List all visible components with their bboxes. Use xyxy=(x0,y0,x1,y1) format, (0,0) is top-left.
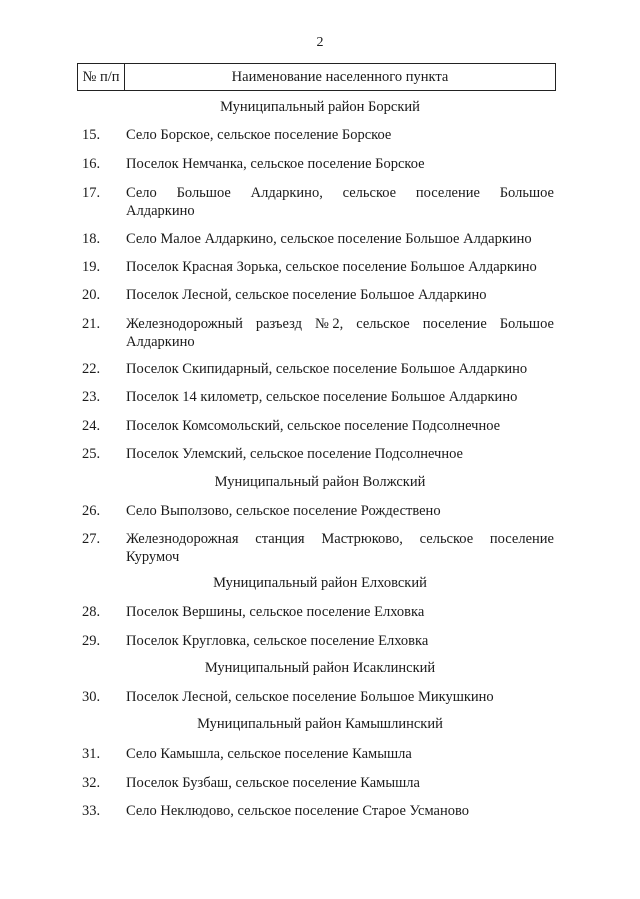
item-number: 22. xyxy=(82,361,101,377)
list-item xyxy=(82,360,554,378)
list-item xyxy=(82,126,554,144)
item-number: 18. xyxy=(82,231,101,247)
item-number: 16. xyxy=(82,156,101,172)
item-number: 28. xyxy=(82,604,101,620)
item-number: 15. xyxy=(82,127,101,143)
section-title: Муниципальный район Борский xyxy=(220,99,420,115)
list-item xyxy=(82,603,554,621)
table-header xyxy=(77,63,556,91)
item-number: 24. xyxy=(82,418,101,434)
item-number: 26. xyxy=(82,503,101,519)
item-number: 19. xyxy=(82,259,101,275)
item-number: 30. xyxy=(82,689,101,705)
list-item xyxy=(82,286,554,304)
item-text: Поселок Немчанка, сельское поселение Борское xyxy=(126,156,425,172)
section-title: Муниципальный район Исаклинский xyxy=(204,660,436,676)
item-number: 32. xyxy=(82,775,101,791)
item-number: 29. xyxy=(82,633,101,649)
item-text: Поселок Вершины, сельское поселение Елховка xyxy=(126,604,425,620)
item-text: Село Камышла, сельское поселение Камышла xyxy=(126,746,412,762)
item-number: 25. xyxy=(82,446,101,462)
item-text: Поселок Бузбаш, сельское поселение Камышла xyxy=(126,775,420,791)
item-number: 27. xyxy=(82,531,101,547)
item-number: 31. xyxy=(82,746,101,762)
item-text: Село Выползово, сельское поселение Рождествено xyxy=(126,503,441,519)
column-header-name: Наименование населенного пункта xyxy=(231,68,449,85)
list-item xyxy=(82,774,554,792)
item-text: Поселок Кругловка, сельское поселение Елховка xyxy=(126,633,429,649)
list-item xyxy=(82,502,554,520)
list-item xyxy=(82,802,554,820)
list-item xyxy=(82,388,554,406)
item-number: 20. xyxy=(82,287,101,303)
list-item xyxy=(82,230,554,248)
list-item xyxy=(82,632,554,650)
item-number: 17. xyxy=(82,185,101,201)
item-text: Поселок 14 километр, сельское поселение Большое Алдаркино xyxy=(126,389,518,405)
list-item xyxy=(82,530,554,566)
list-item xyxy=(82,688,554,706)
column-header-number: № п/п xyxy=(78,64,125,90)
item-text: Железнодорожная станция Мастрюково, сельское поселение Курумоч xyxy=(126,531,554,565)
item-number: 23. xyxy=(82,389,101,405)
section-title: Муниципальный район Волжский xyxy=(214,474,426,490)
page-number: 2 xyxy=(316,35,324,50)
item-text: Поселок Улемский, сельское поселение Подсолнечное xyxy=(126,446,463,462)
section-title: Муниципальный район Елховский xyxy=(213,575,427,591)
section-title: Муниципальный район Камышлинский xyxy=(197,716,443,732)
list-item xyxy=(82,745,554,763)
item-text: Поселок Скипидарный, сельское поселение Большое Алдаркино xyxy=(126,361,528,377)
item-number: 33. xyxy=(82,803,101,819)
list-item xyxy=(82,155,554,173)
list-item xyxy=(82,184,554,220)
item-text: Железнодорожный разъезд № 2, сельское поселение Большое Алдаркино xyxy=(126,316,554,350)
list-item xyxy=(82,417,554,435)
item-text: Село Малое Алдаркино, сельское поселение Большое Алдаркино xyxy=(126,231,532,247)
item-text: Поселок Лесной, сельское поселение Большое Микушкино xyxy=(126,689,494,705)
item-number: 21. xyxy=(82,316,101,332)
item-text: Поселок Красная Зорька, сельское поселение Большое Алдаркино xyxy=(126,259,537,275)
item-text: Село Большое Алдаркино, сельское поселение Большое Алдаркино xyxy=(126,185,554,219)
list-item xyxy=(82,445,554,463)
item-text: Поселок Комсомольский, сельское поселение Подсолнечное xyxy=(126,418,501,434)
list-item xyxy=(82,258,554,276)
list-item xyxy=(82,315,554,351)
item-text: Село Неклюдово, сельское поселение Старое Усманово xyxy=(126,803,470,819)
item-text: Село Борское, сельское поселение Борское xyxy=(126,127,392,143)
item-text: Поселок Лесной, сельское поселение Большое Алдаркино xyxy=(126,287,487,303)
